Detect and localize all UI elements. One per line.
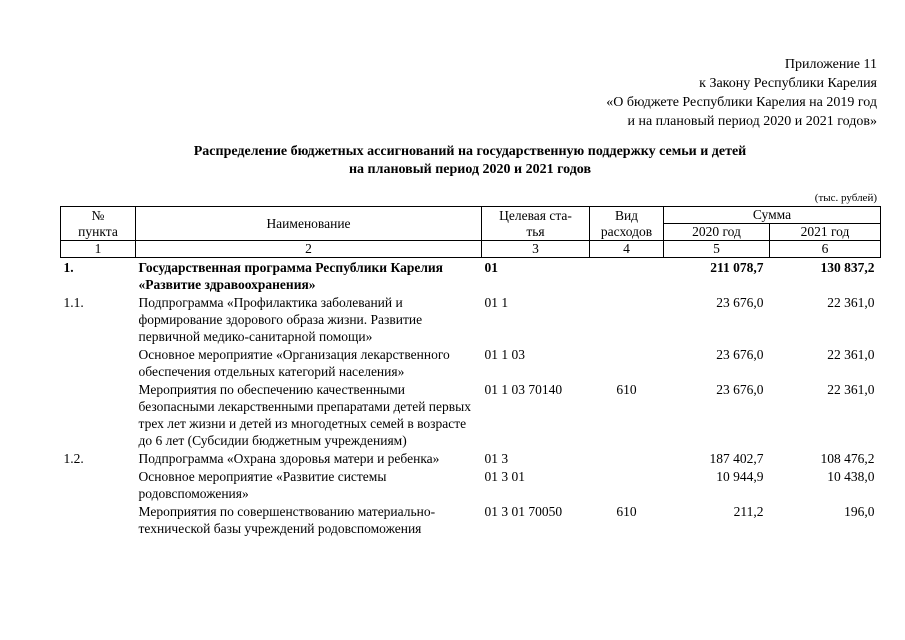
row-sum-2021: 130 837,2 [820,260,875,275]
title-line-1: Распределение бюджетных ассигнований на государственную поддержку семьи и детей [193,144,747,159]
table-row [61,258,881,294]
row-name: Мероприятия по совершенствованию материально-технической базы учреждений родовспоможения [138,504,436,536]
header-expense-type: Вид расходов [590,207,664,241]
row-sum-2020: 187 402,7 [709,451,764,466]
table-row [61,293,881,345]
row-point [61,502,136,537]
row-name: Основное мероприятие «Организация лекарственного обеспечения отдельных категорий населения» [138,347,450,379]
appendix-line-3: «О бюджете Республики Карелия на 2019 год [606,95,877,110]
row-expense-type [590,258,664,294]
row-sum-2020: 23 676,0 [716,347,764,362]
header-year-2021: 2021 год [770,224,881,241]
appendix-line-2: к Закону Республики Карелия [699,76,877,91]
table-row [61,380,881,449]
appendix-header [606,55,877,131]
row-sum-2020: 23 676,0 [716,295,764,310]
header-sum: Сумма [664,207,881,224]
row-target-article: 01 1 [484,295,509,310]
table-row [61,467,881,502]
row-sum-2020: 211 078,7 [710,260,764,275]
row-point: 1.2. [63,451,84,466]
table-row [61,502,881,537]
table-row [61,449,881,467]
table-row [61,345,881,380]
budget-table [60,206,881,537]
row-point [61,345,136,380]
header-column-numbers: 1 2 3 4 5 6 [61,241,881,258]
row-point [61,380,136,449]
row-sum-2021: 22 361,0 [827,295,875,310]
row-sum-2020: 211,2 [733,504,764,519]
row-expense-type: 610 [616,504,637,519]
row-name: Подпрограмма «Профилактика заболеваний и формирование здорового образа жизни. Развитие первичной медико-санитарной помощи» [138,295,423,344]
row-target-article: 01 3 [484,451,509,466]
row-sum-2020: 10 944,9 [716,469,764,484]
row-sum-2021: 10 438,0 [827,469,875,484]
row-name: Подпрограмма «Охрана здоровья матери и ребенка» [138,451,440,466]
row-expense-type [590,467,664,502]
row-name: Основное мероприятие «Развитие системы родовспоможения» [138,469,387,501]
row-target-article: 01 [484,260,498,275]
table-body [61,258,881,538]
units-note: (тыс. рублей) [814,192,877,204]
header-point-no: № пункта [61,207,136,241]
row-point: 1. [63,260,74,275]
appendix-line-1: Приложение 11 [784,57,877,72]
row-expense-type [590,449,664,467]
header-year-2020: 2020 год [664,224,770,241]
appendix-line-4: и на плановый период 2020 и 2021 годов» [627,114,877,129]
row-sum-2020: 23 676,0 [716,382,764,397]
row-name: Государственная программа Республики Карелия «Развитие здравоохранения» [138,260,443,292]
row-sum-2021: 196,0 [844,504,875,519]
row-sum-2021: 22 361,0 [827,347,875,362]
header-target-article: Целевая ста- тья [482,207,590,241]
row-target-article: 01 1 03 [484,347,525,362]
row-sum-2021: 108 476,2 [820,451,875,466]
row-expense-type: 610 [616,382,637,397]
row-target-article: 01 3 01 70050 [484,504,563,519]
document-title [60,143,880,179]
row-point: 1.1. [63,295,84,310]
header-name: Наименование [136,207,482,241]
row-point [61,467,136,502]
row-sum-2021: 22 361,0 [827,382,875,397]
table-header [61,207,881,258]
row-expense-type [590,293,664,345]
title-line-2: на плановый период 2020 и 2021 годов [348,162,592,177]
row-target-article: 01 1 03 70140 [484,382,563,397]
row-name: Мероприятия по обеспечению качественными безопасными лекарственными препаратами детей первых трех лет жизни и детей из многодетных семей в возрасте до 6 лет (Субсидии бюджетным учреждениям) [138,382,471,448]
row-target-article: 01 3 01 [484,469,525,484]
row-expense-type [590,345,664,380]
